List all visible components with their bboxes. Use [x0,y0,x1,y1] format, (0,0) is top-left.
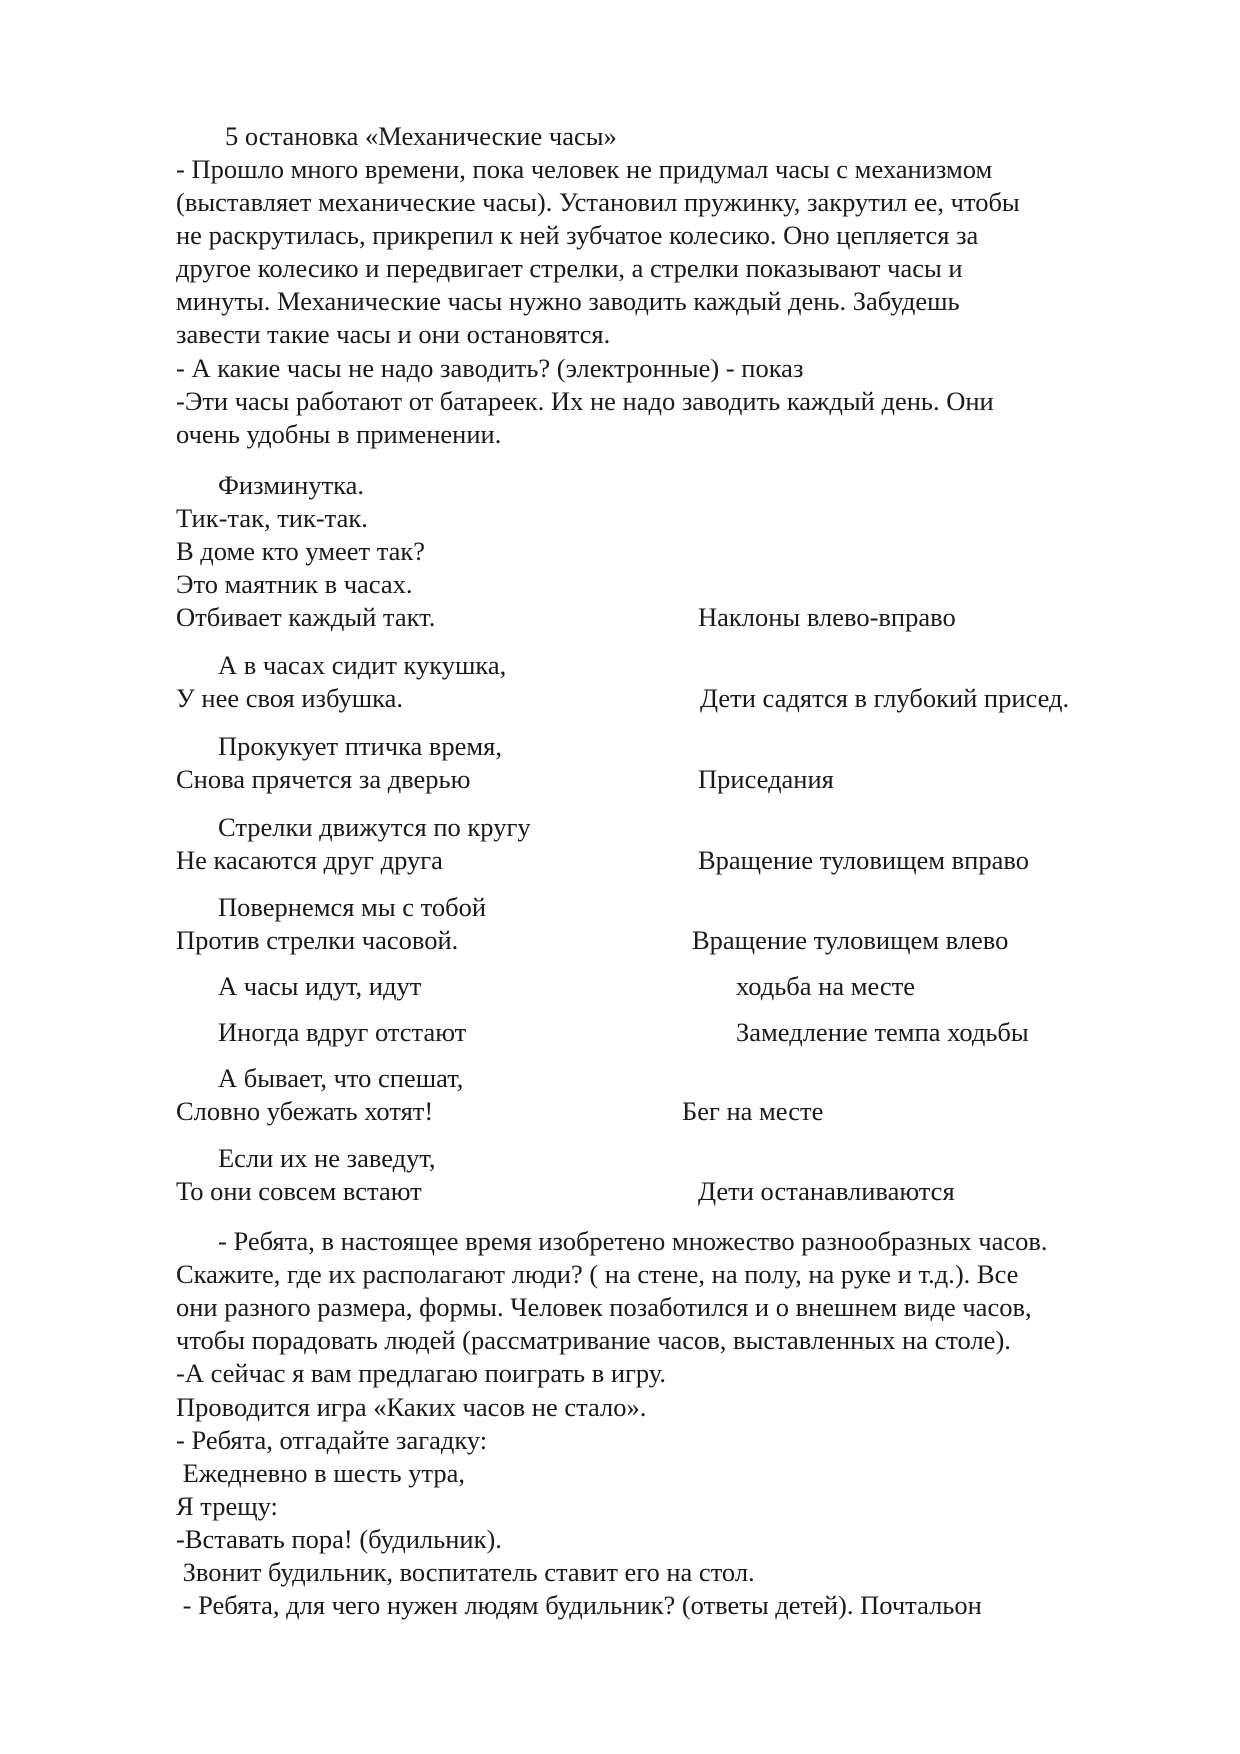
poem-action: Бег на месте [682,1096,824,1126]
poem-line: Повернемся мы с тобой [218,892,487,922]
poem-action: Дети садятся в глубокий присед. [700,683,1070,713]
poem-line: Это маятник в часах. [176,569,413,599]
outro-line: - Ребята, отгадайте загадку: [176,1425,488,1455]
intro-line: другое колесико и передвигает стрелки, а стрелки показывают часы и [176,253,963,283]
intro-line: (выставляет механические часы). Установил пружинку, закрутил ее, чтобы [176,187,1020,217]
outro-line: -А сейчас я вам предлагаю поиграть в игру. [176,1358,667,1388]
poem-action: ходьба на месте [736,971,916,1001]
poem-line: То они совсем встают [176,1176,422,1206]
poem-action: Наклоны влево-вправо [698,602,956,632]
outro-line: Ежедневно в шесть утра, [176,1458,465,1488]
poem-line: Не касаются друг друга [176,845,443,875]
physminute-title: Физминутка. [218,470,365,500]
outro-line: - Ребята, для чего нужен людям будильник? (ответы детей). Почтальон [176,1590,982,1620]
outro-line: чтобы порадовать людей (рассматривание часов, выставленных на столе). [176,1325,1011,1355]
poem-line: А в часах сидит кукушка, [218,650,507,680]
poem-action: Вращение туловищем вправо [698,845,1029,875]
intro-line: - Прошло много времени, пока человек не придумал часы с механизмом [176,154,993,184]
poem-action: Замедление темпа ходьбы [736,1017,1029,1047]
section-heading: 5 остановка «Механические часы» [225,121,617,151]
intro-line: - А какие часы не надо заводить? (электронные) - показ [176,353,804,383]
poem-line: А часы идут, идут [218,971,422,1001]
outro-line: Скажите, где их располагают люди? ( на стене, на полу, на руке и т.д.). Все [176,1259,1019,1289]
poem-action: Дети останавливаются [698,1176,955,1206]
outro-line: Звонит будильник, воспитатель ставит его на стол. [176,1557,755,1587]
poem-line: Если их не заведут, [218,1143,436,1173]
intro-line: завести такие часы и они остановятся. [176,319,611,349]
poem-line: Против стрелки часовой. [176,925,459,955]
intro-line: -Эти часы работают от батареек. Их не надо заводить каждый день. Они [176,386,994,416]
poem-line: Отбивает каждый такт. [176,602,436,632]
intro-line: не раскрутилась, прикрепил к ней зубчатое колесико. Оно цепляется за [176,220,979,250]
outro-line: -Вставать пора! (будильник). [176,1524,502,1554]
outro-line: - Ребята, в настоящее время изобретено множество разнообразных часов. [218,1226,1048,1256]
poem-action: Вращение туловищем влево [692,925,1009,955]
poem-line: А бывает, что спешат, [218,1063,464,1093]
outro-line: Я трещу: [176,1491,278,1521]
poem-action: Приседания [698,764,834,794]
poem-line: Стрелки движутся по кругу [218,812,531,842]
poem-line: Прокукует птичка время, [218,731,502,761]
poem-line: Иногда вдруг отстают [218,1017,467,1047]
poem-line: У нее своя избушка. [176,683,404,713]
outro-line: они разного размера, формы. Человек позаботился и о внешнем виде часов, [176,1292,1032,1322]
poem-line: В доме кто умеет так? [176,536,426,566]
poem-line: Снова прячется за дверью [176,764,471,794]
outro-line: Проводится игра «Каких часов не стало». [176,1392,647,1422]
poem-line: Словно убежать хотят! [176,1096,434,1126]
intro-line: минуты. Механические часы нужно заводить каждый день. Забудешь [176,286,960,316]
poem-line: Тик-так, тик-так. [176,503,368,533]
intro-line: очень удобны в применении. [176,419,502,449]
